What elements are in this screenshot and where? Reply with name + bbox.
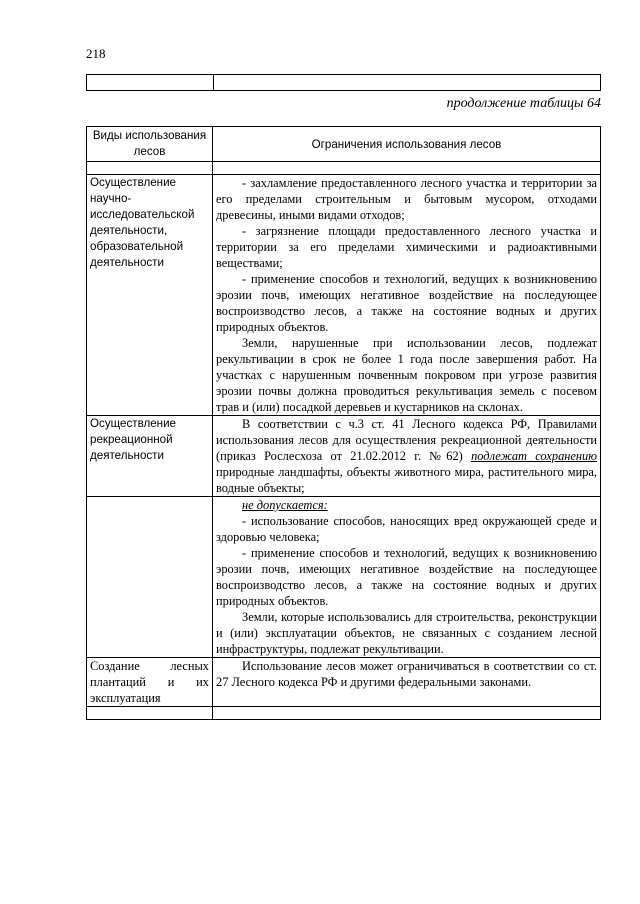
fragment-cell-1	[87, 75, 214, 91]
table-spacer-row	[87, 162, 601, 175]
spacer-cell	[213, 707, 601, 720]
usage-type-cell	[87, 175, 213, 416]
restrictions-cell	[213, 416, 601, 497]
restriction-paragraph: Земли, которые использовались для строительства, реконструкции и (или) эксплуатации объектов, не связанных с созданием лесной инфраструктуры, подлежат рекультивации.	[216, 610, 597, 656]
header-restrictions: Ограничения использования лесов	[213, 127, 601, 162]
restriction-paragraph: - загрязнение площади предоставленного лесного участка и территории за его пределами химическими и радиоактивными веществами;	[216, 224, 597, 270]
header-usage-type: Виды использования лесов	[87, 127, 213, 162]
usage-type-cell	[87, 416, 213, 497]
usage-type-text: Осуществление рекреационной деятельности	[90, 417, 177, 462]
emphasized-text: не допускается:	[242, 498, 328, 512]
table-row	[87, 175, 601, 416]
previous-table-fragment	[86, 74, 601, 91]
restriction-paragraph: - применение способов и технологий, ведущих к возникновению эрозии почв, имеющих негативное воздействие на последующее воспроизводство лесов, а также на состояние водных и других природных объектов.	[216, 546, 597, 608]
usage-type-text: Осуществление научно-исследовательской деятельности, образовательной деятельности	[90, 176, 195, 269]
restrictions-cell	[213, 658, 601, 707]
intro-text-end: природные ландшафты, объекты животного мира, растительного мира, водные объекты;	[216, 465, 597, 495]
restriction-paragraph: - использование способов, наносящих вред окружающей среде и здоровью человека;	[216, 514, 597, 544]
spacer-cell	[87, 162, 213, 175]
emphasized-text: подлежат сохранению	[471, 449, 597, 463]
fragment-cell-2	[214, 75, 601, 91]
restriction-paragraph	[216, 416, 597, 496]
restriction-label	[216, 497, 597, 513]
usage-type-cell	[87, 497, 213, 658]
table-row	[87, 497, 601, 658]
page-number: 218	[86, 46, 106, 61]
table-continuation-label: продолжение таблицы 64	[446, 96, 601, 111]
table-spacer-row	[87, 707, 601, 720]
restriction-paragraph: - захламление предоставленного лесного участка и территории за его пределами строительным и бытовым мусором, отходами древесины, иными видами отходов;	[216, 176, 597, 222]
spacer-cell	[213, 162, 601, 175]
table-header-row	[87, 127, 601, 162]
table-row	[87, 416, 601, 497]
table-row	[87, 658, 601, 707]
restriction-paragraph: Земли, нарушенные при использовании лесов, подлежат рекультивации в срок не более 1 года после завершения работ. На участках с нарушенным почвенным покровом при угрозе развития эрозии почвы должна проводиться рекультивация земель с посевом трав и (или) посадкой деревьев и кустарников на склонах.	[216, 336, 597, 414]
usage-type-cell	[87, 658, 213, 707]
restrictions-cell	[213, 175, 601, 416]
usage-type-text: Создание лесных плантаций и их эксплуатация	[90, 659, 209, 705]
restrictions-table	[86, 126, 601, 720]
restriction-paragraph: Использование лесов может ограничиваться в соответствии со ст. 27 Лесного кодекса РФ и другими федеральными законами.	[216, 659, 597, 689]
restriction-paragraph: - применение способов и технологий, ведущих к возникновению эрозии почв, имеющих негативное воздействие на последующее воспроизводство лесов, а также на состояние водных и других природных объектов.	[216, 272, 597, 334]
intro-text: В соответствии с ч.3 ст. 41 Лесного кодекса РФ, Правилами использования лесов для осуществления рекреационной деятельности (приказ Рослесхоза от 21.02.2012 г. №62)	[216, 417, 597, 463]
restrictions-cell	[213, 497, 601, 658]
spacer-cell	[87, 707, 213, 720]
